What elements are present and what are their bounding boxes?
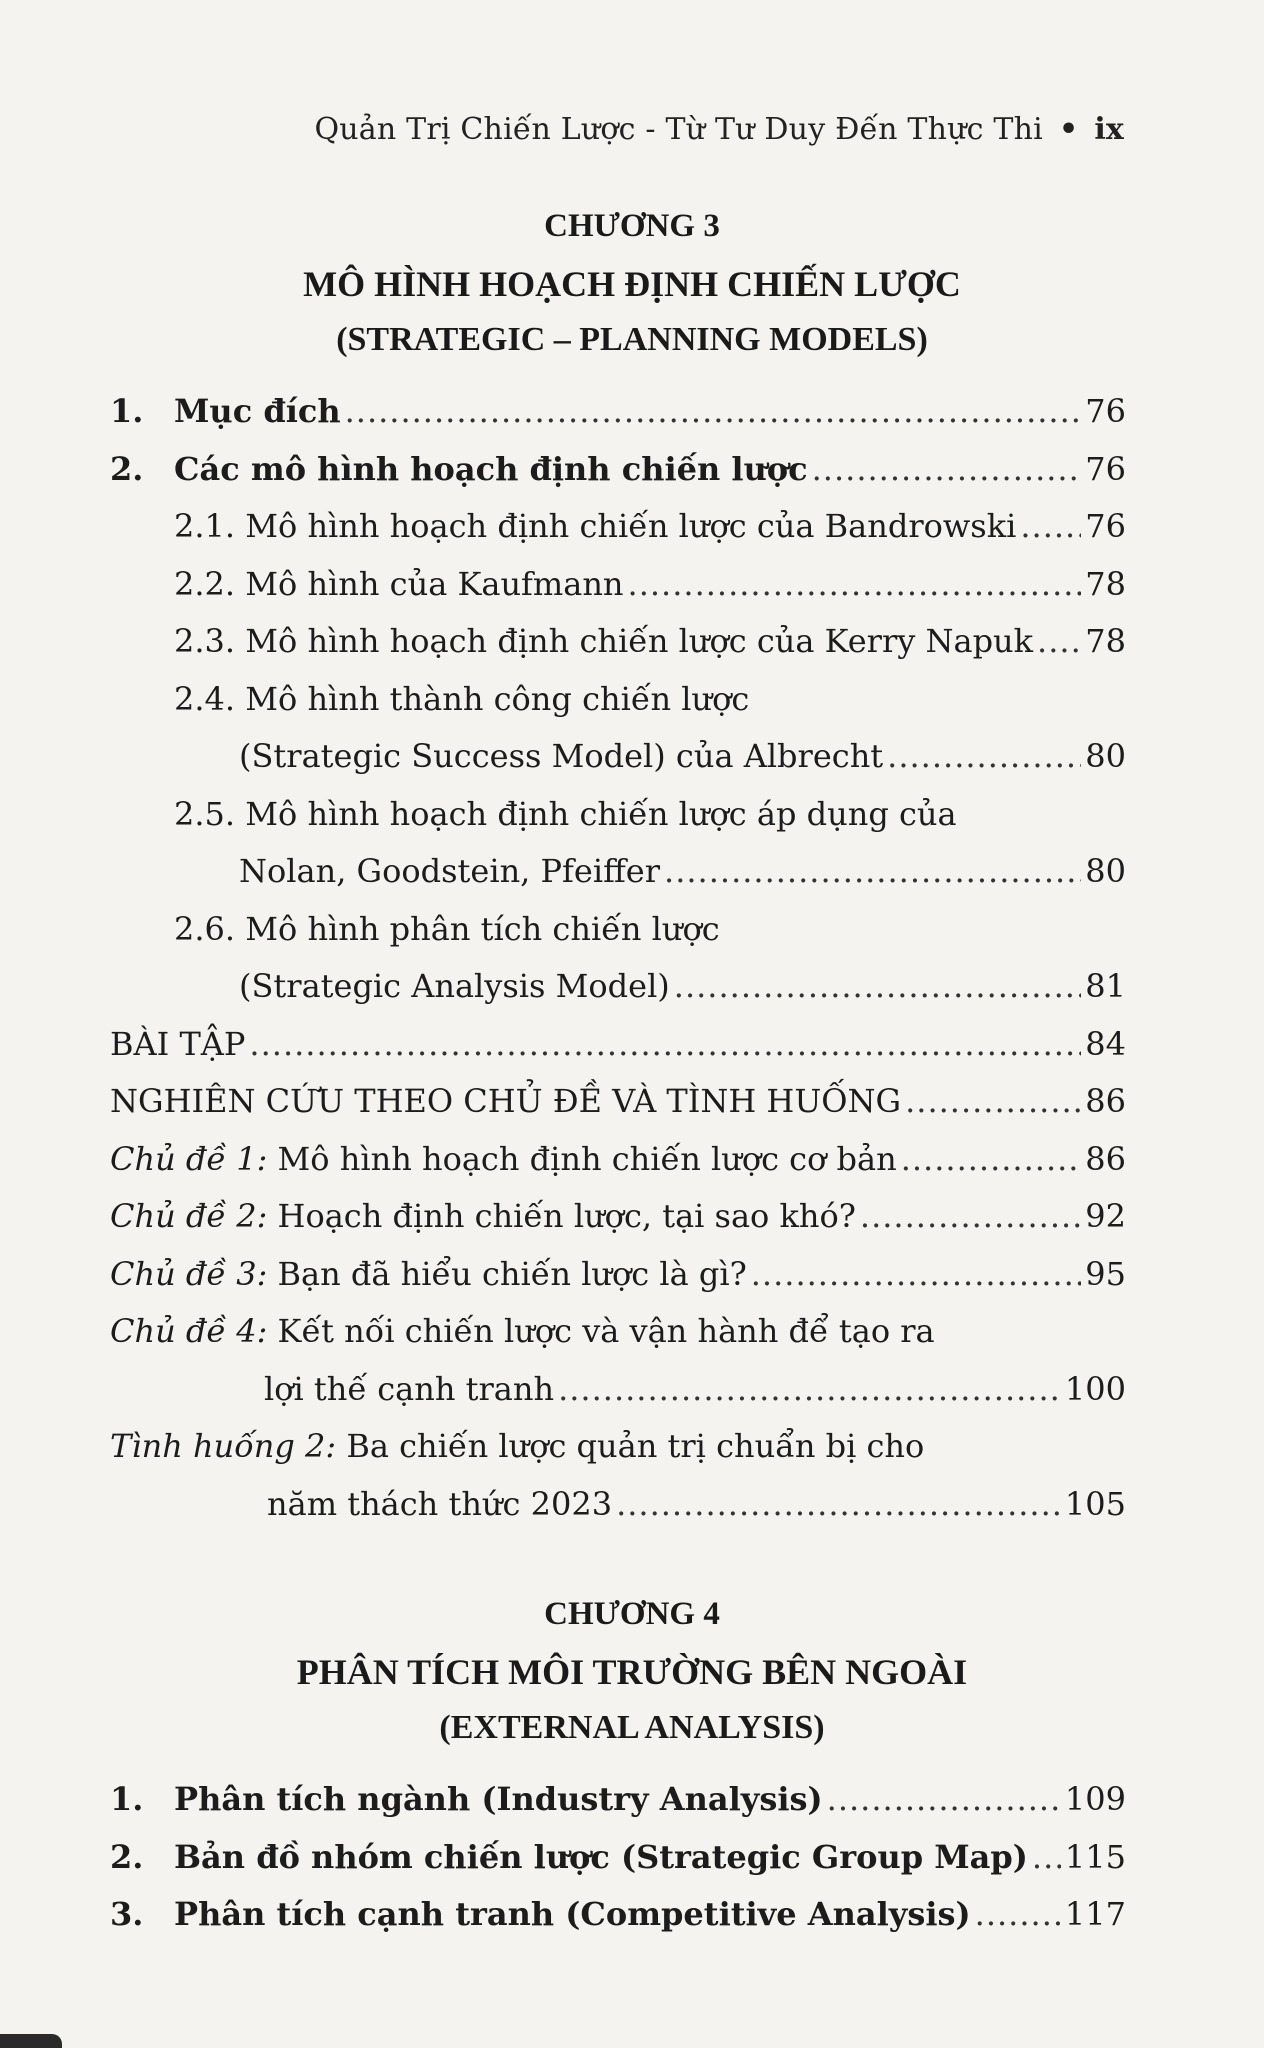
toc-entry-title-cont: (Strategic Analysis Model)	[239, 967, 670, 1005]
toc-leader-dots	[1032, 1838, 1061, 1876]
toc-entry[interactable]	[110, 1312, 1126, 1370]
toc-entry-page: 115	[1064, 1837, 1126, 1876]
toc-entry-title: Bản đồ nhóm chiến lược (Strategic Group Map)	[174, 1837, 1028, 1876]
toc-leader-dots	[1037, 622, 1081, 660]
toc-entry-title: NGHIÊN CỨU THEO CHỦ ĐỀ VÀ TÌNH HUỐNG	[110, 1082, 902, 1120]
toc-entry-title: 2.4. Mô hình thành công chiến lược	[174, 679, 750, 718]
chapter-3-heading	[0, 208, 1264, 359]
toc-entry-title: 2.3. Mô hình hoạch định chiến lược của Kerry Napuk	[174, 622, 1034, 660]
toc-entry-title: Ba chiến lược quản trị chuẩn bị cho	[346, 1427, 925, 1465]
toc-entry-page: 78	[1085, 622, 1126, 660]
topic-label: Tình huống 2:	[110, 1427, 337, 1465]
toc-entry-number: 1.	[110, 1780, 144, 1818]
toc-entry-number: 2.	[110, 449, 144, 488]
toc-entry-title: Kết nối chiến lược và vận hành để tạo ra	[277, 1312, 935, 1350]
toc-entry-continuation[interactable]	[110, 852, 1126, 910]
toc-entry-title: Mô hình hoạch định chiến lược cơ bản	[277, 1139, 897, 1178]
toc-leader-dots	[975, 1895, 1061, 1933]
running-header	[314, 112, 1124, 147]
header-bullet: •	[1058, 112, 1079, 147]
toc-entry-number: 1.	[110, 392, 144, 430]
chapter-4-label: CHƯƠNG 4	[544, 1596, 720, 1632]
toc-entry-number: 2.	[110, 1837, 144, 1876]
toc-leader-dots	[664, 852, 1081, 890]
toc-entry-page: 86	[1085, 1139, 1126, 1178]
toc-entry[interactable]	[110, 1025, 1126, 1083]
toc-entry-page: 109	[1064, 1780, 1126, 1818]
chapter-3-subtitle: (STRATEGIC – PLANNING MODELS)	[336, 321, 928, 358]
toc-entry-title-cont: (Strategic Success Model) của Albrecht	[239, 737, 884, 775]
toc-entry-continuation[interactable]	[110, 967, 1126, 1025]
chapter-4-subtitle: (EXTERNAL ANALYSIS)	[439, 1709, 825, 1746]
toc-entry-page: 105	[1064, 1484, 1126, 1523]
topic-label: Chủ đề 3:	[110, 1254, 268, 1293]
toc-leader-dots	[558, 1370, 1061, 1408]
toc-entry-page: 80	[1085, 737, 1126, 775]
toc-entry[interactable]	[110, 1895, 1126, 1953]
toc-entry[interactable]	[110, 1082, 1126, 1140]
chapter-3-title: MÔ HÌNH HOẠCH ĐỊNH CHIẾN LƯỢC	[303, 264, 961, 304]
toc-entry[interactable]	[110, 1140, 1126, 1198]
toc-entry-title: Bạn đã hiểu chiến lược là gì?	[277, 1254, 747, 1293]
toc-entry-title: Phân tích cạnh tranh (Competitive Analysis)	[174, 1895, 971, 1933]
toc-leader-dots	[901, 1140, 1082, 1178]
toc-entry[interactable]	[110, 1780, 1126, 1838]
toc-leader-dots	[905, 1082, 1081, 1120]
toc-entry[interactable]	[110, 392, 1126, 450]
toc-entry[interactable]	[110, 1838, 1126, 1896]
topic-label: Chủ đề 1:	[110, 1139, 268, 1178]
chapter-3-toc	[110, 392, 1126, 1542]
toc-entry-continuation[interactable]	[110, 737, 1126, 795]
toc-entry-page: 76	[1085, 507, 1126, 545]
toc-entry-title-cont: năm thách thức 2023	[267, 1484, 613, 1523]
chapter-4-title: PHÂN TÍCH MÔI TRƯỜNG BÊN NGOÀI	[296, 1652, 968, 1692]
toc-entry-title: 2.6. Mô hình phân tích chiến lược	[174, 909, 720, 948]
toc-entry-number: 3.	[110, 1895, 144, 1933]
toc-entry[interactable]	[110, 795, 1126, 853]
toc-entry-title-cont: Nolan, Goodstein, Pfeiffer	[239, 852, 661, 890]
toc-entry[interactable]	[110, 1255, 1126, 1313]
toc-entry-page: 117	[1064, 1895, 1126, 1933]
toc-entry[interactable]	[110, 1427, 1126, 1485]
toc-entry-title: 2.2. Mô hình của Kaufmann	[174, 564, 624, 603]
toc-entry[interactable]	[110, 680, 1126, 738]
topic-label: Chủ đề 4:	[110, 1312, 268, 1350]
toc-entry-title: Phân tích ngành (Industry Analysis)	[174, 1780, 823, 1818]
toc-entry[interactable]	[110, 565, 1126, 623]
toc-leader-dots	[812, 450, 1082, 488]
toc-entry-continuation[interactable]	[110, 1370, 1126, 1428]
toc-leader-dots	[249, 1025, 1081, 1063]
toc-entry-page: 81	[1085, 967, 1126, 1005]
chapter-4-heading	[0, 1596, 1264, 1747]
toc-entry-page: 80	[1085, 852, 1126, 890]
toc-leader-dots	[345, 392, 1082, 430]
toc-entry[interactable]	[110, 910, 1126, 968]
toc-entry-title-cont: lợi thế cạnh tranh	[264, 1369, 555, 1408]
toc-entry-title: Mục đích	[174, 392, 341, 430]
toc-entry[interactable]	[110, 1197, 1126, 1255]
page-number: ix	[1094, 112, 1124, 147]
toc-leader-dots	[616, 1485, 1061, 1523]
toc-leader-dots	[628, 565, 1082, 603]
toc-entry[interactable]	[110, 507, 1126, 565]
toc-entry-page: 76	[1085, 392, 1126, 430]
toc-leader-dots	[887, 737, 1081, 775]
toc-entry-title: Hoạch định chiến lược, tại sao khó?	[277, 1197, 856, 1235]
topic-label: Chủ đề 2:	[110, 1197, 268, 1235]
toc-entry-page: 78	[1085, 564, 1126, 603]
toc-entry-page: 100	[1064, 1369, 1126, 1408]
toc-entry-page: 76	[1085, 449, 1126, 488]
chapter-3-label: CHƯƠNG 3	[544, 208, 720, 244]
toc-entry-page: 92	[1085, 1197, 1126, 1235]
toc-entry-page: 84	[1085, 1024, 1126, 1063]
toc-entry-title: Các mô hình hoạch định chiến lược	[174, 449, 808, 488]
toc-entry-title: 2.5. Mô hình hoạch định chiến lược áp dụng của	[174, 794, 957, 833]
toc-entry-title: BÀI TẬP	[110, 1024, 246, 1063]
toc-entry[interactable]	[110, 450, 1126, 508]
toc-entry-title: 2.1. Mô hình hoạch định chiến lược của Bandrowski	[174, 507, 1017, 545]
toc-leader-dots	[674, 967, 1082, 1005]
toc-leader-dots	[1020, 507, 1081, 545]
toc-leader-dots	[751, 1255, 1082, 1293]
toc-leader-dots	[860, 1197, 1081, 1235]
page-corner-shadow	[0, 2034, 62, 2048]
toc-leader-dots	[827, 1780, 1061, 1818]
book-title: Quản Trị Chiến Lược - Từ Tư Duy Đến Thực Thi	[314, 112, 1043, 147]
chapter-4-toc	[110, 1780, 1126, 1953]
toc-entry-page: 86	[1085, 1082, 1126, 1120]
toc-entry[interactable]	[110, 622, 1126, 680]
toc-entry-continuation[interactable]	[110, 1485, 1126, 1543]
toc-entry-page: 95	[1085, 1254, 1126, 1293]
